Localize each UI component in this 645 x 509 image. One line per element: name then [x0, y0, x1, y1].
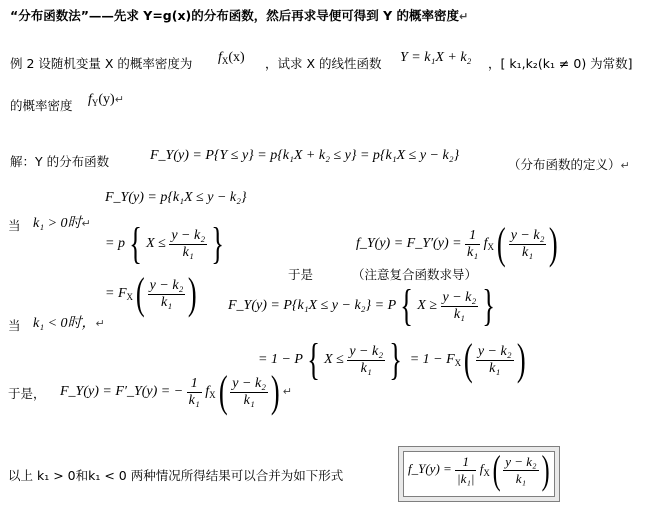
case1-line2: = p{ X ≤ $\frac{\text{y − k₂}}{\text{k₁}}$ }	[105, 219, 224, 268]
case2-line1: F_Y(y) = P{k₁X ≤ y − k₂} = P{ X ≥ $\frac{\text{y − k₂}}{\text{k₁}}$ }	[228, 281, 496, 330]
case1-condition: k₁ > 0时↵	[33, 216, 91, 231]
example-density-fx: $f_X(x)$	[218, 50, 245, 66]
case1-density: f_Y(y) = F_Y′(y) = $\frac{1}{\text{k₁}}$ $f_X$( $\frac{\text{y − k₂}}{\text{k₁}}$ )	[356, 219, 559, 268]
example-density-fy: $f_Y(y)↵$	[88, 92, 124, 108]
case1-line1: F_Y(y) = p{k₁X ≤ y − k₂}	[105, 190, 247, 205]
case1-label: 当	[8, 218, 21, 233]
solution-distribution-eq: F_Y(y) = P{Y ≤ y} = p{k₁X + k₂ ≤ y} = p{k₁X ≤ y − k₂}	[150, 148, 460, 163]
case2-density: F_Y(y) = F′_Y(y) = − $\frac{1}{\text{k₁}}$ $f_X$( $\frac{\text{y − k₂}}{\text{k₁}}$ ) ↵	[60, 367, 292, 416]
conclusion-text: 以上 k₁ > 0和k₁ < 0 两种情况所得结果可以合并为如下形式	[8, 468, 344, 483]
example-linear-eq: Y = k₁X + k₂	[400, 50, 472, 65]
section-heading: “分布函数法”——先求 Y=g(x)的分布函数，然后再求导便可得到 Y 的概率密度↵	[10, 8, 469, 23]
case2-condition: k₁ < 0时，↵	[33, 316, 105, 331]
case2-label: 当	[8, 318, 21, 333]
case1-yushi: 于是	[288, 267, 314, 282]
solution-label: 解：Y 的分布函数	[10, 154, 110, 169]
example-constant-note: ，[ k₁,k₂(k₁ ≠ 0) 为常数]	[488, 56, 633, 71]
case2-yushi: 于是，	[8, 386, 46, 401]
case1-line3: = $F_X$( $\frac{\text{y − k₂}}{\text{k₁}}$ )	[105, 269, 198, 318]
result-formula: f_Y(y) = $\frac{1}{\text{|k₁|}}$ $f_X$( $\frac{\text{y − k₂}}{\text{k₁}}$ )	[408, 447, 550, 492]
example-intro: 例 2 设随机变量 X 的概率密度为	[10, 56, 193, 71]
example-line2: 的概率密度	[10, 98, 73, 113]
case2-line2: = 1 − P{ X ≤ $\frac{\text{y − k₂}}{\text{k₁}}$ } = $1 - F_X$( $\frac{\text{y − k₂}}{\text{k₁}}$ )	[258, 335, 526, 384]
solution-note: （分布函数的定义）↵	[508, 157, 630, 172]
case1-note: （注意复合函数求导）	[352, 267, 478, 282]
example-mid-text: ，试求 X 的线性函数	[265, 56, 382, 71]
